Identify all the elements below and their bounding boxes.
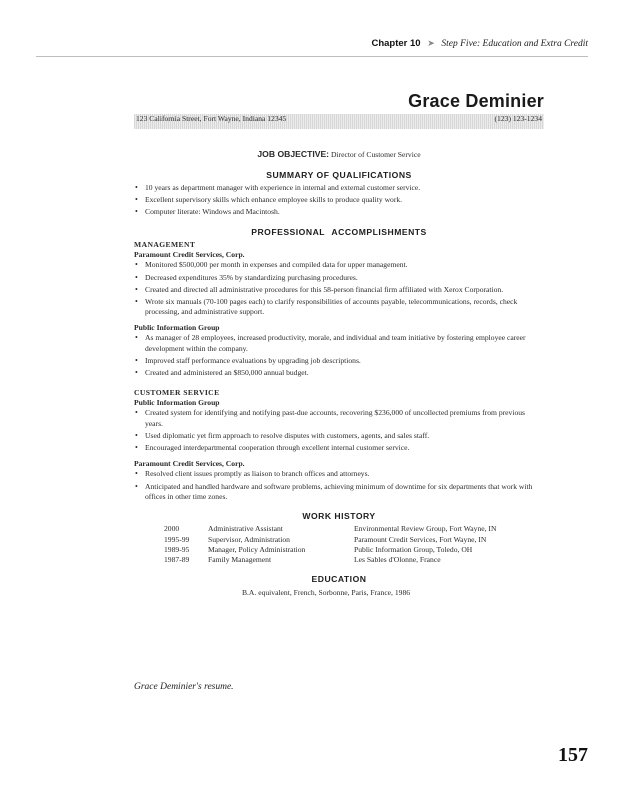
education-heading: EDUCATION xyxy=(311,574,367,585)
work-place: Paramount Credit Services, Fort Wayne, IN xyxy=(354,534,487,544)
list-item: • Decreased expenditures 35% by standardizing purchasing procedures. xyxy=(134,273,544,283)
objective-value: Director of Customer Service xyxy=(330,150,421,159)
resume-address: 123 California Street, Fort Wayne, Indiana 12345 xyxy=(136,114,287,123)
table-row xyxy=(164,524,544,534)
job-objective xyxy=(134,149,544,161)
chapter-subtitle: Step Five: Education and Extra Credit xyxy=(441,39,588,49)
table-row xyxy=(164,545,544,555)
work-years: 1995-99 xyxy=(164,534,190,544)
arrow-icon: ➤ xyxy=(427,38,435,48)
list-item: • Anticipated and handled hardware and software problems, achieving minimum of downtime for six departments that work with offices in other time zones. xyxy=(134,482,544,502)
work-title: Manager, Policy Administration xyxy=(208,544,306,554)
running-head xyxy=(371,38,588,49)
list-item: • Improved staff performance evaluations by upgrading job descriptions. xyxy=(134,356,544,366)
list-item: • Used diplomatic yet firm approach to resolve disputes with customers, agents, and sales staff. xyxy=(134,431,544,441)
accomplishments-heading: PROFESSIONAL ACCOMPLISHMENTS xyxy=(251,226,427,237)
management-label: MANAGEMENT xyxy=(134,240,196,250)
contact-bar xyxy=(134,114,544,129)
work-title: Administrative Assistant xyxy=(208,524,283,534)
resume-name: Grace Deminier xyxy=(408,91,544,111)
work-history-heading: WORK HISTORY xyxy=(302,510,376,521)
education-entry: B.A. equivalent, French, Sorbonne, Paris, France, 1986 xyxy=(241,587,411,597)
list-item: • Wrote six manuals (70-100 pages each) to clarify responsibilities of accounts payable, telecommunications, records, check processing, and administrative support. xyxy=(134,297,544,317)
table-row xyxy=(164,555,544,565)
list-item: • Resolved client issues promptly as liaison to branch offices and attorneys. xyxy=(134,469,544,479)
summary-list xyxy=(134,183,544,218)
work-place: Les Sables d'Olonne, France xyxy=(354,554,441,564)
list-item: • 10 years as department manager with experience in internal and external customer service. xyxy=(134,183,544,193)
management-org2-list xyxy=(134,333,544,378)
work-title: Family Management xyxy=(208,554,272,564)
work-title: Supervisor, Administration xyxy=(208,534,290,544)
org-heading: Public Information Group xyxy=(134,323,220,333)
objective-label: JOB OBJECTIVE: xyxy=(257,149,330,159)
work-place: Public Information Group, Toledo, OH xyxy=(354,544,473,554)
work-years: 1987-89 xyxy=(164,554,190,564)
list-item: • Excellent supervisory skills which enhance employee skills to produce quality work. xyxy=(134,195,544,205)
page-number: 157 xyxy=(558,744,588,766)
list-item: • Created and directed all administrative procedures for this 58-person financial firm affiliated with Xerox Corporation. xyxy=(134,285,544,295)
header-divider xyxy=(36,56,588,57)
customer-service-org1-list xyxy=(134,408,544,453)
figure-caption: Grace Deminier's resume. xyxy=(134,682,234,692)
customer-service-org2-list xyxy=(134,469,544,502)
resume-phone: (123) 123-1234 xyxy=(494,114,542,123)
chapter-label: Chapter 10 xyxy=(371,38,421,49)
org-heading: Paramount Credit Services, Corp. xyxy=(134,459,245,469)
org-heading: Paramount Credit Services, Corp. xyxy=(134,250,245,260)
table-row xyxy=(164,535,544,545)
summary-heading: SUMMARY OF QUALIFICATIONS xyxy=(266,169,412,180)
list-item: • Computer literate: Windows and Macintosh. xyxy=(134,207,544,217)
customer-service-label: CUSTOMER SERVICE xyxy=(134,388,220,398)
work-place: Environmental Review Group, Fort Wayne, IN xyxy=(354,524,497,534)
resume-figure xyxy=(134,92,544,598)
list-item: • As manager of 28 employees, increased productivity, morale, and individual and team initiative by fostering employee career development within the company. xyxy=(134,333,544,353)
list-item: • Monitored $500,000 per month in expenses and compiled data for upper management. xyxy=(134,260,544,270)
list-item: • Created system for identifying and notifying past-due accounts, recovering $236,000 of uncollected premiums from previous years. xyxy=(134,408,544,428)
list-item: • Created and administered an $850,000 annual budget. xyxy=(134,368,544,378)
org-heading: Public Information Group xyxy=(134,398,220,408)
work-history-table xyxy=(164,524,544,565)
list-item: • Encouraged interdepartmental cooperation through excellent internal customer service. xyxy=(134,443,544,453)
work-years: 2000 xyxy=(164,524,180,534)
management-org1-list xyxy=(134,260,544,317)
work-years: 1989-95 xyxy=(164,544,190,554)
